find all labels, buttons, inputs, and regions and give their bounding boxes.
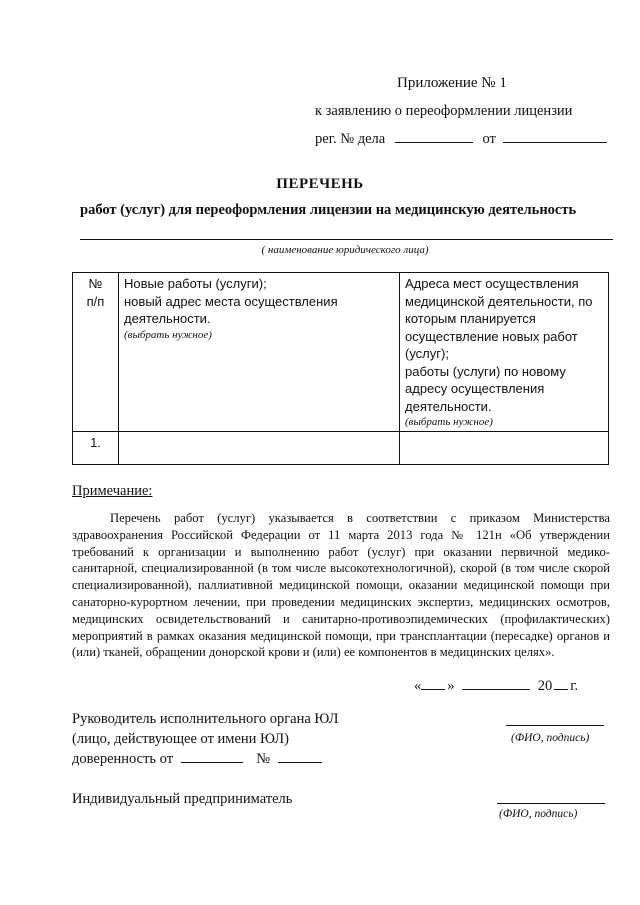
proxy-line — [72, 750, 322, 768]
entrepreneur-label: Индивидуальный предприниматель — [72, 791, 293, 807]
header-num-cell — [73, 273, 119, 432]
date-line — [414, 677, 578, 695]
header-addresses-line: адресу осуществления — [405, 381, 545, 396]
date-close-quote: » — [447, 678, 455, 694]
table-row — [73, 432, 609, 465]
org-name-caption: ( наименование юридического лица) — [261, 244, 429, 256]
proxy-number-label: № — [256, 751, 271, 767]
header-addresses-hint: (выбрать нужное) — [405, 416, 493, 428]
date-month-field[interactable] — [462, 677, 530, 690]
row-number-cell: 1. — [73, 432, 119, 465]
header-addresses-line: которым планируется — [405, 311, 536, 326]
header-works-line: деятельности. — [124, 311, 211, 326]
reg-number-line — [315, 130, 607, 148]
row-addresses-cell[interactable] — [400, 432, 609, 465]
header-works-line: новый адрес места осуществления — [124, 293, 338, 309]
org-name-field[interactable] — [80, 239, 613, 240]
head-fio-caption: (ФИО, подпись) — [511, 732, 590, 744]
head-title-line2: (лицо, действующее от имени ЮЛ) — [72, 731, 289, 747]
document-subtitle: работ (услуг) для переоформления лицензии на медицинскую деятельность — [80, 202, 577, 218]
header-addresses-line: медицинской деятельности, по — [405, 293, 593, 309]
date-year-prefix: 20 — [537, 678, 553, 694]
reg-number-field[interactable] — [395, 130, 473, 143]
header-num-line: п/п — [86, 293, 105, 309]
header-addresses-line: деятельности. — [405, 398, 492, 414]
appendix-target: к заявлению о переоформлении лицензии — [315, 103, 573, 119]
works-table — [72, 272, 609, 465]
proxy-from-label: доверенность от — [72, 751, 174, 767]
header-num-line: № — [88, 276, 103, 291]
header-addresses-line: работы (услуги) по новому — [405, 363, 566, 379]
header-addresses-cell — [400, 273, 609, 432]
date-year-field[interactable] — [554, 677, 568, 690]
note-text: Перечень работ (услуг) указывается в соответствии с приказом Министерства здравоохранения Российской Федерации от 11 марта 2013 года № 121н «Об утверждении требований к организации и выполнению работ (услуг) при оказании первичной медико-санитарной, специализированной (в том числе высокотехнологичной), скорой (в том числе скорой специализированной), паллиативной медицинской помощи, оказании медицинской помощи при санаторно-курортном лечении, при проведении медицинских экспертиз, медицинских осмотров, медицинских освидетельствований и санитарно-противоэпидемических (профилактических) мероприятий в рамках оказания медицинской помощи, при трансплантации (пересадке) органов и (или) тканей, обращении донорской крови и (или) ее компонентов в медицинских целях». — [72, 511, 610, 660]
header-addresses-line: Адреса мест осуществления — [405, 276, 579, 291]
header-addresses-line: (услуг); — [405, 346, 449, 361]
reg-label: рег. № дела — [315, 131, 386, 147]
note-title: Примечание: — [72, 483, 153, 499]
document-title: ПЕРЕЧЕНЬ — [276, 176, 364, 192]
header-works-hint: (выбрать нужное) — [124, 328, 212, 341]
table-header-row — [73, 273, 609, 432]
head-title-line1: Руководитель исполнительного органа ЮЛ — [72, 711, 339, 727]
from-label: от — [482, 131, 496, 147]
head-signature-field[interactable] — [506, 725, 604, 726]
header-works-cell — [119, 273, 400, 432]
row-works-cell[interactable] — [119, 432, 400, 465]
header-works-line: Новые работы (услуги); — [124, 276, 267, 291]
header-addresses-line: осуществление новых работ — [405, 328, 578, 344]
reg-date-field[interactable] — [503, 130, 607, 143]
entrepreneur-signature-field[interactable] — [497, 803, 605, 804]
proxy-number-field[interactable] — [278, 750, 322, 763]
appendix-number: Приложение № 1 — [397, 75, 507, 91]
entrepreneur-fio-caption: (ФИО, подпись) — [499, 808, 578, 820]
date-open-quote: « — [414, 678, 422, 694]
proxy-date-field[interactable] — [181, 750, 243, 763]
date-day-field[interactable] — [421, 677, 445, 690]
date-year-suffix: г. — [570, 678, 579, 694]
